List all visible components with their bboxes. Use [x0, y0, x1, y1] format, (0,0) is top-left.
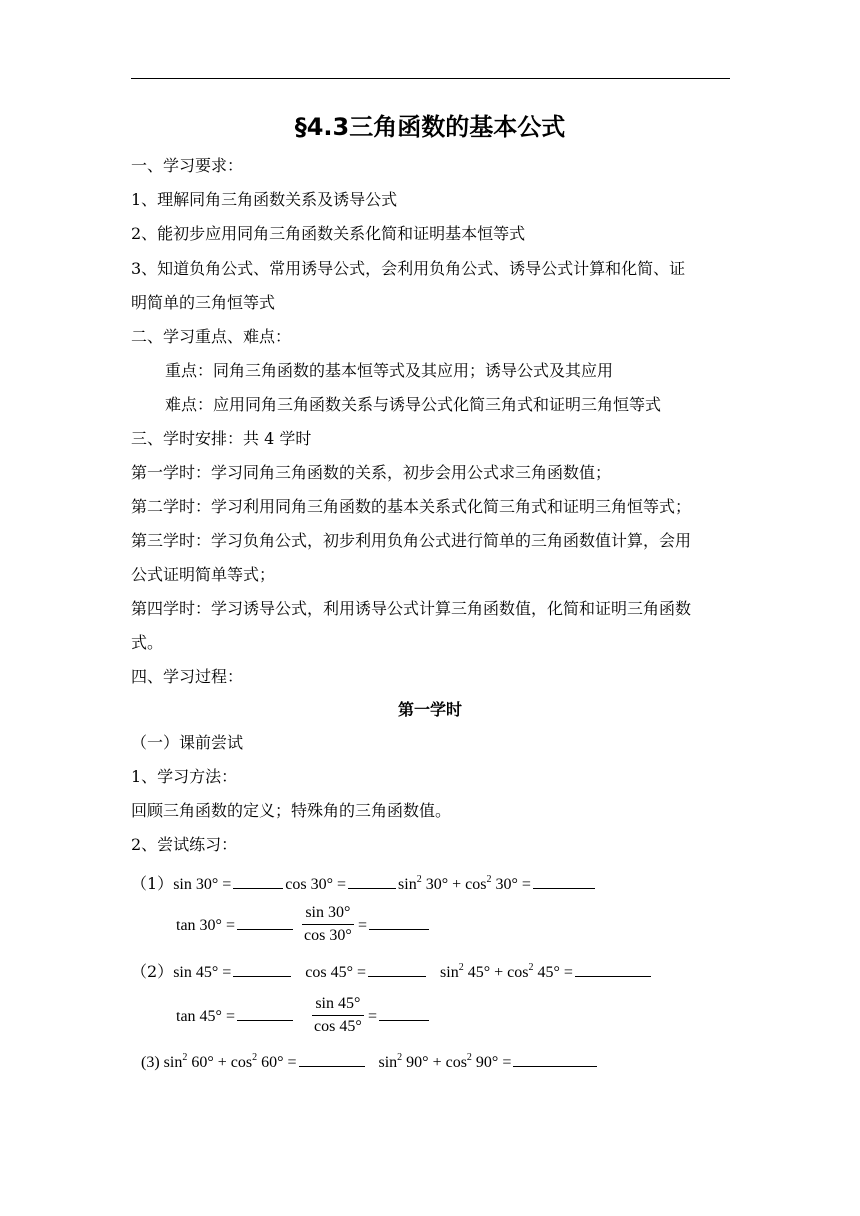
answer-blank[interactable] — [237, 1006, 293, 1021]
math-expression: sin — [440, 964, 459, 981]
lesson-title: 第一学时 — [397, 700, 462, 719]
answer-blank[interactable] — [369, 915, 429, 930]
math-expression: 30° + cos — [425, 876, 487, 893]
fraction-denominator: cos 45° — [314, 1018, 362, 1035]
key-point: 重点：同角三角函数的基本恒等式及其应用；诱导公式及其应用 — [165, 361, 614, 380]
exercise-row — [368, 1006, 431, 1028]
fraction-denominator: cos 30° — [304, 927, 352, 944]
superscript: 2 — [486, 874, 492, 885]
schedule-line: 第三学时：学习负角公式，初步利用负角公式进行简单的三角函数值计算，会用 — [131, 531, 692, 550]
math-expression: tan 30° = — [176, 917, 235, 934]
superscript: 2 — [397, 1052, 403, 1063]
answer-blank[interactable] — [575, 962, 651, 977]
exercise-row — [176, 1006, 295, 1028]
exercise-row — [358, 915, 431, 937]
requirement-item: 1、理解同角三角函数关系及诱导公式 — [131, 190, 398, 209]
difficult-point: 难点：应用同角三角函数关系与诱导公式化简三角式和证明三角恒等式 — [165, 395, 662, 414]
fraction-bar — [312, 1015, 364, 1016]
schedule-line-continued: 式。 — [131, 633, 164, 652]
math-expression: sin — [378, 1054, 398, 1071]
exercise-label: （1） — [131, 874, 174, 893]
superscript: 2 — [416, 874, 422, 885]
requirement-item: 2、能初步应用同角三角函数关系化简和证明基本恒等式 — [131, 224, 526, 243]
math-expression: 60° = — [261, 1054, 297, 1071]
math-expression: 60° + cos — [191, 1054, 253, 1071]
answer-blank[interactable] — [233, 962, 291, 977]
schedule-line: 第四学时：学习诱导公式，利用诱导公式计算三角函数值，化简和证明三角函数 — [131, 599, 692, 618]
exercise-row — [176, 915, 295, 937]
exercise-row — [141, 1052, 599, 1074]
exercise-label: （2） — [131, 962, 174, 981]
math-expression: 30° = — [495, 876, 531, 893]
requirement-item: 3、知道负角公式、常用诱导公式，会利用负角公式、诱导公式计算和化简、证 — [131, 259, 686, 278]
superscript: 2 — [182, 1052, 188, 1063]
fraction-numerator: sin 45° — [315, 995, 361, 1012]
page-title: §4.3三角函数的基本公式 — [294, 113, 566, 141]
exercise-label: (3) — [141, 1054, 160, 1071]
answer-blank[interactable] — [348, 874, 396, 889]
math-expression: 45° + cos — [467, 964, 529, 981]
superscript: 2 — [252, 1052, 258, 1063]
section-heading: 二、学习重点、难点： — [131, 327, 292, 346]
math-expression: sin 30° = — [173, 876, 232, 893]
answer-blank[interactable] — [379, 1006, 429, 1021]
math-expression: sin — [398, 876, 417, 893]
schedule-line-continued: 公式证明简单等式； — [131, 565, 276, 584]
math-expression: cos 45° = — [305, 964, 367, 981]
header-rule — [131, 78, 730, 79]
subsection-heading: （一）课前尝试 — [131, 733, 244, 752]
answer-blank[interactable] — [237, 915, 293, 930]
requirement-item-continued: 明简单的三角恒等式 — [131, 293, 276, 312]
math-expression: cos 30° = — [285, 876, 347, 893]
method-text: 回顾三角函数的定义；特殊角的三角函数值。 — [131, 801, 452, 820]
superscript: 2 — [528, 962, 534, 973]
schedule-line: 第一学时：学习同角三角函数的关系，初步会用公式求三角函数值； — [131, 463, 612, 482]
schedule-line: 第二学时：学习利用同角三角函数的基本关系式化简三角式和证明三角恒等式； — [131, 497, 692, 516]
subsection-heading: 1、学习方法： — [131, 767, 238, 786]
fraction — [302, 903, 354, 946]
exercise-row — [131, 873, 597, 896]
math-expression: tan 45° = — [176, 1008, 235, 1025]
math-expression: 90° = — [475, 1054, 512, 1071]
subsection-heading: 2、尝试练习： — [131, 835, 238, 854]
superscript: 2 — [458, 962, 464, 973]
section-heading: 一、学习要求： — [131, 156, 244, 175]
answer-blank[interactable] — [513, 1052, 597, 1067]
section-heading: 四、学习过程： — [131, 667, 244, 686]
fraction-bar — [302, 924, 354, 925]
math-expression: = — [368, 1008, 378, 1025]
exercise-row — [131, 961, 653, 984]
answer-blank[interactable] — [368, 962, 426, 977]
math-expression: sin — [163, 1054, 183, 1071]
math-expression: sin 45° = — [173, 964, 232, 981]
answer-blank[interactable] — [233, 874, 283, 889]
math-expression: 90° + cos — [406, 1054, 467, 1071]
fraction — [312, 994, 364, 1037]
answer-blank[interactable] — [533, 874, 595, 889]
answer-blank[interactable] — [299, 1052, 365, 1067]
section-heading: 三、学时安排：共 4 学时 — [131, 429, 312, 448]
fraction-numerator: sin 30° — [305, 904, 351, 921]
superscript: 2 — [466, 1052, 472, 1063]
math-expression: 45° = — [537, 964, 573, 981]
math-expression: = — [358, 917, 368, 934]
